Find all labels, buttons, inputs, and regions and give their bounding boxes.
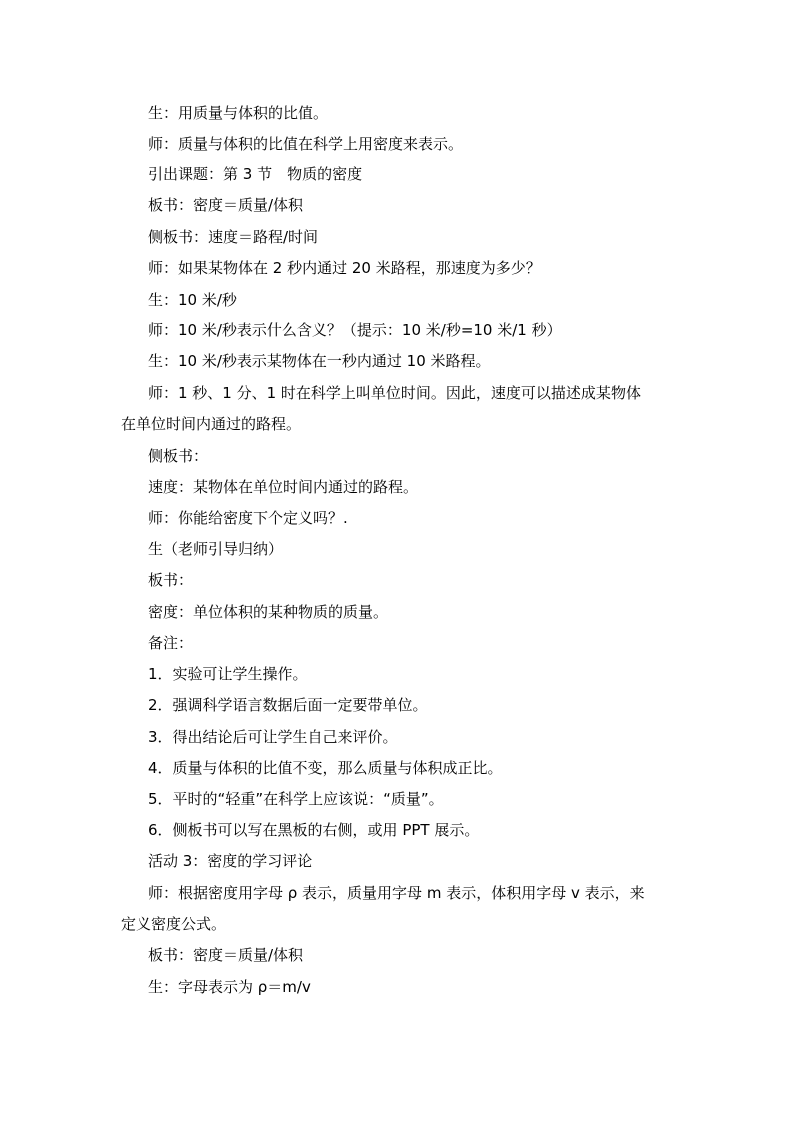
- text-line-23: 5．平时的“轻重”在科学上应该说：“质量”。: [148, 790, 444, 808]
- text-line-13: 速度：某物体在单位时间内通过的路程。: [148, 478, 419, 496]
- text-line-4: 板书：密度＝质量/体积: [148, 196, 304, 214]
- text-line-24: 6．侧板书可以写在黑板的右侧，或用 PPT 展示。: [148, 821, 480, 839]
- text-line-3: 引出课题：第 3 节 物质的密度: [148, 165, 363, 183]
- text-line-1: 生：用质量与体积的比值。: [148, 104, 329, 122]
- text-line-12: 侧板书：: [148, 447, 209, 465]
- text-line-29: 生：字母表示为 ρ＝m/v: [148, 978, 311, 996]
- text-line-27: 定义密度公式。: [121, 915, 227, 933]
- text-line-22: 4．质量与体积的比值不变，那么质量与体积成正比。: [148, 759, 503, 777]
- text-line-18: 备注：: [148, 634, 194, 652]
- text-line-11: 在单位时间内通过的路程。: [121, 415, 302, 433]
- text-line-2: 师：质量与体积的比值在科学上用密度来表示。: [148, 135, 464, 153]
- text-line-28: 板书：密度＝质量/体积: [148, 946, 304, 964]
- text-line-20: 2．强调科学语言数据后面一定要带单位。: [148, 696, 428, 714]
- text-line-19: 1．实验可让学生操作。: [148, 665, 308, 683]
- text-line-6: 师：如果某物体在 2 秒内通过 20 米路程，那速度为多少？: [148, 259, 541, 277]
- text-line-15: 生（老师引导归纳）: [148, 540, 284, 558]
- text-line-14: 师：你能给密度下个定义吗？.: [148, 509, 348, 527]
- text-line-21: 3．得出结论后可让学生自己来评价。: [148, 728, 398, 746]
- text-line-26: 师：根据密度用字母 ρ 表示，质量用字母 m 表示，体积用字母 v 表示，来: [148, 884, 645, 902]
- text-line-8: 师：10 米/秒表示什么含义？（提示：10 米/秒=10 米/1 秒）: [148, 321, 562, 339]
- text-line-9: 生：10 米/秒表示某物体在一秒内通过 10 米路程。: [148, 352, 491, 370]
- text-line-16: 板书：: [148, 571, 194, 589]
- text-line-17: 密度：单位体积的某种物质的质量。: [148, 603, 389, 621]
- text-line-7: 生：10 米/秒: [148, 291, 237, 309]
- text-line-25: 活动 3：密度的学习评论: [148, 852, 313, 870]
- text-line-5: 侧板书：速度＝路程/时间: [148, 228, 319, 246]
- text-line-10: 师：1 秒、1 分、1 时在科学上叫单位时间。因此，速度可以描述成某物体: [148, 384, 641, 402]
